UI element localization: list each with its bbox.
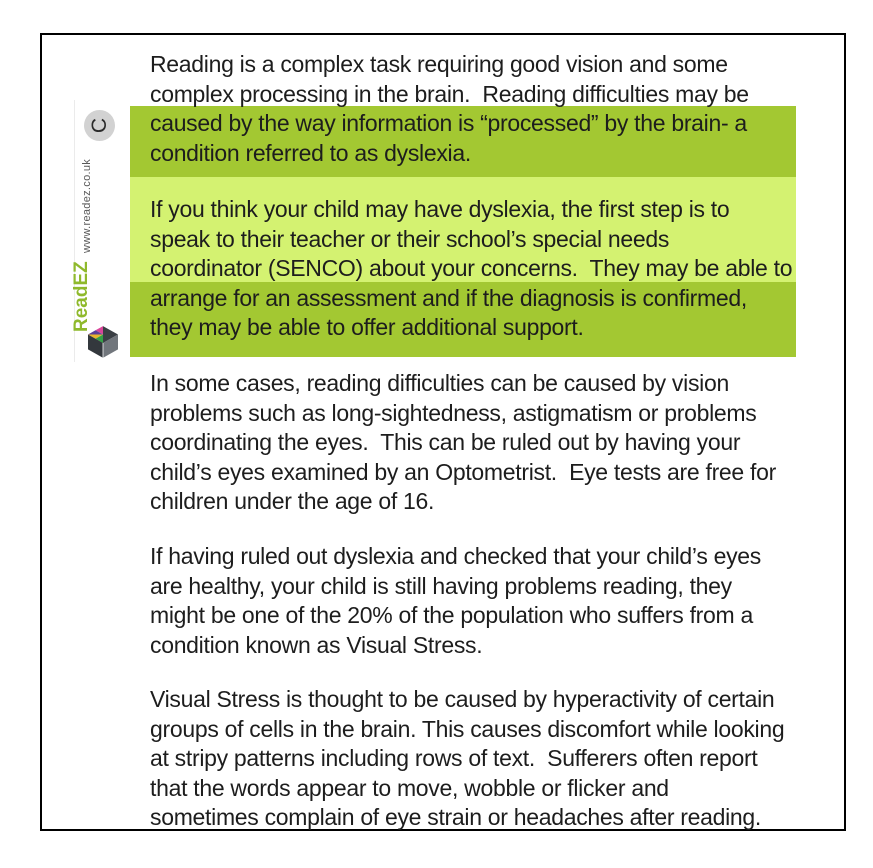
copyright-badge (84, 110, 115, 141)
text-line: If having ruled out dyslexia and checked that your child’s eyes (150, 543, 761, 569)
paragraph-vision-problems (150, 369, 776, 517)
text-line: caused by the way information is “processed” by the brain- a (150, 110, 747, 136)
readez-cube-logo-icon (88, 326, 118, 363)
text-line: they may be able to offer additional support. (150, 314, 584, 340)
text-line: In some cases, reading difficulties can be caused by vision (150, 370, 729, 396)
text-line: complex processing in the brain. Reading difficulties may be (150, 80, 749, 107)
paragraph-visual-stress-intro (150, 542, 761, 660)
text-line: that the words appear to move, wobble or flicker and (150, 774, 669, 801)
text-line: coordinator (SENCO) about your concerns. They may be able to (150, 255, 793, 281)
text-line: might be one of the 20% of the population who suffers from a (150, 602, 753, 628)
text-line: condition known as Visual Stress. (150, 631, 483, 658)
text-line: If you think your child may have dyslexia, the first step is to (150, 196, 730, 222)
cube-icon (88, 326, 118, 358)
paragraph-intro (150, 50, 749, 168)
paragraph-dyslexia-advice (150, 195, 792, 343)
text-line: problems such as long-sightedness, astigmatism or problems (150, 399, 757, 426)
text-line: condition referred to as dyslexia. (150, 139, 471, 166)
text-line: arrange for an assessment and if the diagnosis is confirmed, (150, 284, 747, 311)
paragraph-visual-stress-detail (150, 685, 784, 833)
text-line: child’s eyes examined by an Optometrist. Eye tests are free for (150, 458, 776, 485)
text-line: speak to their teacher or their school’s special needs (150, 225, 670, 252)
website-url: www.readez.co.uk (81, 158, 93, 253)
brand-name: ReadEZ (71, 261, 92, 332)
text-line: coordinating the eyes. This can be ruled out by having your (150, 429, 741, 455)
text-line: Visual Stress is thought to be caused by hyperactivity of certain (150, 686, 775, 712)
text-line: children under the age of 16. (150, 488, 435, 514)
text-line: at stripy patterns including rows of text. Sufferers often report (150, 745, 758, 771)
text-line: sometimes complain of eye strain or headaches after reading. (150, 804, 761, 830)
text-line: are healthy, your child is still having problems reading, they (150, 572, 732, 599)
copyright-letter: C (87, 117, 111, 134)
text-line: Reading is a complex task requiring good vision and some (150, 51, 728, 77)
text-line: groups of cells in the brain. This causes discomfort while looking (150, 715, 785, 742)
